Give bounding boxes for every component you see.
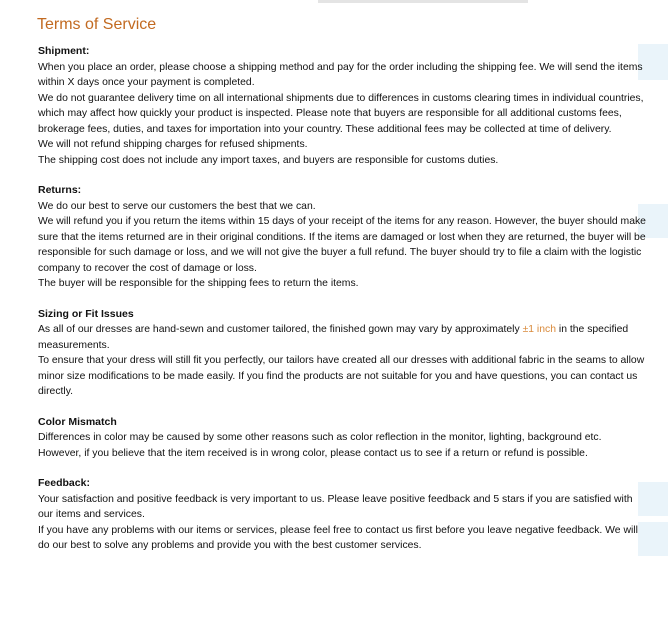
section-heading: Color Mismatch [38, 415, 117, 428]
section-returns [38, 183, 646, 292]
section-heading: Returns: [38, 184, 82, 196]
paragraph: To ensure that your dress will still fit you perfectly, our tailors have created all our dresses with additional fabric in the seams to allow minor size modifications to be made easily. If you find the products are not suitable for you and have questions, you can contact us directly. [38, 355, 645, 397]
section-color-mismatch [38, 415, 646, 462]
terms-document [38, 14, 646, 569]
size-tolerance-value: ±1 inch [522, 324, 556, 335]
paragraph: Differences in color may be caused by some other reasons such as color reflection in the monitor, lighting, background etc. However, if you believe that the item received is in wrong color, please contact us to see if a return or refund is possible. [38, 432, 602, 459]
paragraph: Your satisfaction and positive feedback is very important to us. Please leave positive feedback and 5 stars if you are satisfied with our items and services. [38, 493, 633, 520]
section-sizing [38, 307, 646, 400]
paragraph: We do our best to serve our customers the best that we can. [38, 200, 316, 212]
paragraph: When you place an order, please choose a shipping method and pay for the order including the shipping fee. We will send the items within X days once your payment is completed. [38, 61, 643, 88]
paragraph-text: in the specified measurements. [38, 324, 629, 351]
section-heading: Feedback: [38, 477, 90, 489]
paragraph: We will not refund shipping charges for refused shipments. [38, 139, 308, 150]
page-title: Terms of Service [37, 16, 157, 33]
paragraph: If you have any problems with our items or services, please feel free to contact us first before you leave negative feedback. We will do our best to solve any problems and provide you with the best customer services. [38, 524, 638, 551]
paragraph [38, 322, 646, 353]
paragraph: The shipping cost does not include any import taxes, and buyers are responsible for customs duties. [38, 154, 499, 166]
section-heading: Shipment: [38, 45, 90, 57]
paragraph: We do not guarantee delivery time on all international shipments due to differences in customs clearing times in individual countries, which may affect how quickly your product is inspected. Please note that buyers are responsible for all additional customs fees, brokerage fees, duties, and taxes for importation into your country. These additional fees may be collected at time of delivery. [38, 92, 644, 135]
paragraph-text: As all of our dresses are hand-sewn and customer tailored, the finished gown may vary by approximately [38, 324, 523, 335]
paragraph: The buyer will be responsible for the shipping fees to return the items. [38, 278, 359, 289]
section-feedback [38, 476, 646, 554]
section-heading: Sizing or Fit Issues [38, 307, 134, 320]
top-cut-off-strip [318, 0, 528, 3]
paragraph: We will refund you if you return the items within 15 days of your receipt of the items for any reason. However, the buyer should make sure that the items returned are in their original conditions. If the items are damaged or lost when they are returned, the buyer will be responsible for such damage or loss, and we will not give the buyer a full refund. The buyer should try to file a claim with the logistic company to recover the cost of damage or loss. [38, 216, 646, 274]
section-shipment [38, 44, 646, 168]
